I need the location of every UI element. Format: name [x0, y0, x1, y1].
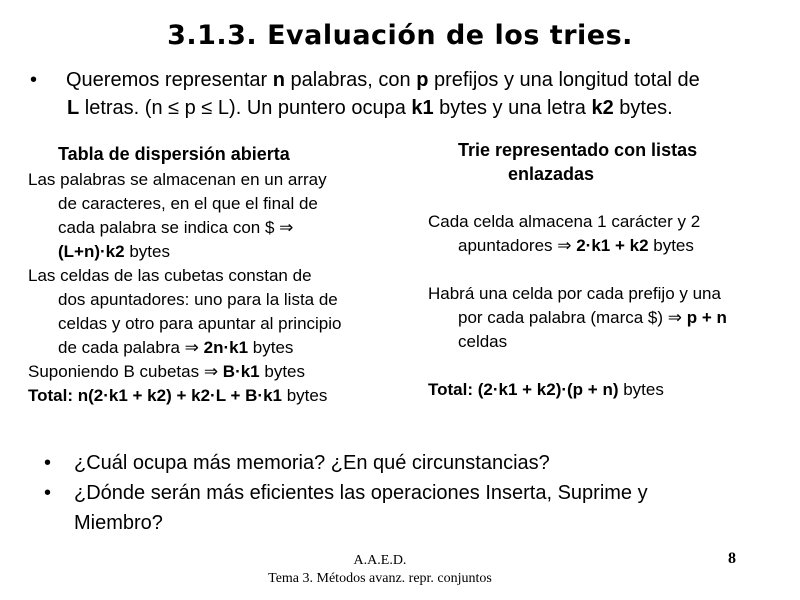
text-span: por cada palabra (marca $) — [458, 308, 668, 327]
intro-text: letras. (n — [79, 97, 169, 119]
text-line — [428, 378, 793, 402]
slide-title: 3.1.3. Evaluación de los tries. — [167, 20, 633, 51]
hash-paragraph-1 — [28, 168, 408, 264]
intro-var-k1: k1 — [411, 97, 434, 119]
text-line — [28, 360, 408, 384]
intro-var-L: L — [67, 97, 80, 119]
trie-heading — [428, 138, 793, 186]
text-line: de caracteres, en el que el final de — [58, 194, 318, 213]
question-text: Miembro? — [74, 512, 163, 534]
hash-total — [28, 384, 408, 408]
heading-line: enlazadas — [508, 164, 595, 184]
trie-column — [428, 138, 793, 402]
footer — [0, 552, 760, 588]
question-item — [44, 448, 784, 478]
bullet-icon: • — [44, 482, 52, 504]
implies-arrow-icon: ⇒ — [203, 362, 219, 381]
text-line: Las celdas de las cubetas constan de — [28, 266, 312, 285]
hash-table-column — [28, 142, 408, 408]
implies-arrow-icon: ⇒ — [279, 218, 294, 237]
text-span: bytes — [124, 242, 170, 261]
text-line — [28, 240, 408, 264]
text-line: Habrá una celda por cada prefijo y una — [428, 284, 721, 303]
text-span: bytes — [248, 338, 294, 357]
footer-topic: Tema 3. Métodos avanz. repr. conjuntos — [268, 571, 492, 586]
implies-arrow-icon: ⇒ — [667, 308, 683, 327]
trie-paragraph-2 — [428, 282, 793, 354]
formula: Total: (2·k1 + k2)·(p + n) — [428, 380, 619, 399]
text-line — [428, 306, 793, 330]
intro-text: L). Un puntero ocupa — [212, 97, 412, 119]
text-span: de cada palabra — [58, 338, 185, 357]
leq-symbol: ≤ — [168, 97, 180, 119]
text-span: bytes — [618, 380, 664, 399]
trie-total — [428, 378, 793, 402]
leq-symbol: ≤ — [201, 97, 213, 119]
question-text: ¿Cuál ocupa más memoria? ¿En qué circunstancias? — [74, 452, 550, 474]
text-line — [428, 234, 793, 258]
formula: 2n·k1 — [198, 338, 249, 357]
text-span: bytes — [648, 236, 694, 255]
text-line — [28, 384, 408, 408]
intro-text: bytes. — [613, 97, 673, 119]
text-span: bytes — [282, 386, 328, 405]
intro-text: palabras, con — [284, 69, 417, 91]
text-line — [28, 216, 408, 240]
intro-var-k2: k2 — [591, 97, 614, 119]
intro-bullet — [30, 66, 790, 122]
formula: 2·k1 + k2 — [571, 236, 649, 255]
footer-course: A.A.E.D. — [353, 553, 407, 568]
formula: (L+n)·k2 — [58, 242, 125, 261]
hash-table-heading: Tabla de dispersión abierta — [58, 144, 290, 164]
question-text: ¿Dónde serán más eficientes las operaciones Inserta, Suprime y — [74, 482, 648, 504]
text-line: Cada celda almacena 1 carácter y 2 — [428, 212, 701, 231]
bullet-icon: • — [30, 69, 38, 91]
hash-paragraph-2 — [28, 264, 408, 360]
intro-line-1 — [30, 66, 790, 94]
intro-var-p: p — [416, 69, 429, 91]
question-item — [44, 478, 784, 538]
implies-arrow-icon: ⇒ — [184, 338, 199, 357]
intro-text: Queremos representar — [66, 69, 273, 91]
text-line: Las palabras se almacenan en un array — [28, 170, 327, 189]
text-line: celdas — [458, 332, 508, 351]
text-span: cada palabra se indica con $ — [58, 218, 280, 237]
page-number: 8 — [728, 550, 736, 567]
text-line: dos apuntadores: uno para la lista de — [58, 290, 338, 309]
intro-var-n: n — [272, 69, 285, 91]
intro-line-2 — [30, 94, 790, 122]
text-line: celdas y otro para apuntar al principio — [58, 314, 342, 333]
formula: Total: n(2·k1 + k2) + k2·L + B·k1 — [28, 386, 282, 405]
formula: B·k1 — [218, 362, 260, 381]
intro-text: bytes y una letra — [433, 97, 592, 119]
bullet-icon: • — [44, 452, 52, 474]
text-span: bytes — [259, 362, 305, 381]
formula: p + n — [682, 308, 727, 327]
hash-paragraph-3 — [28, 360, 408, 384]
text-span: apuntadores — [458, 236, 558, 255]
intro-text: prefijos y una longitud total de — [428, 69, 700, 91]
trie-paragraph-1 — [428, 210, 793, 258]
question-list — [44, 448, 784, 538]
implies-arrow-icon: ⇒ — [557, 236, 572, 255]
text-line — [28, 336, 408, 360]
heading-line: Trie representado con listas — [458, 140, 698, 160]
text-span: Suponiendo B cubetas — [28, 362, 204, 381]
intro-text: p — [179, 97, 202, 119]
